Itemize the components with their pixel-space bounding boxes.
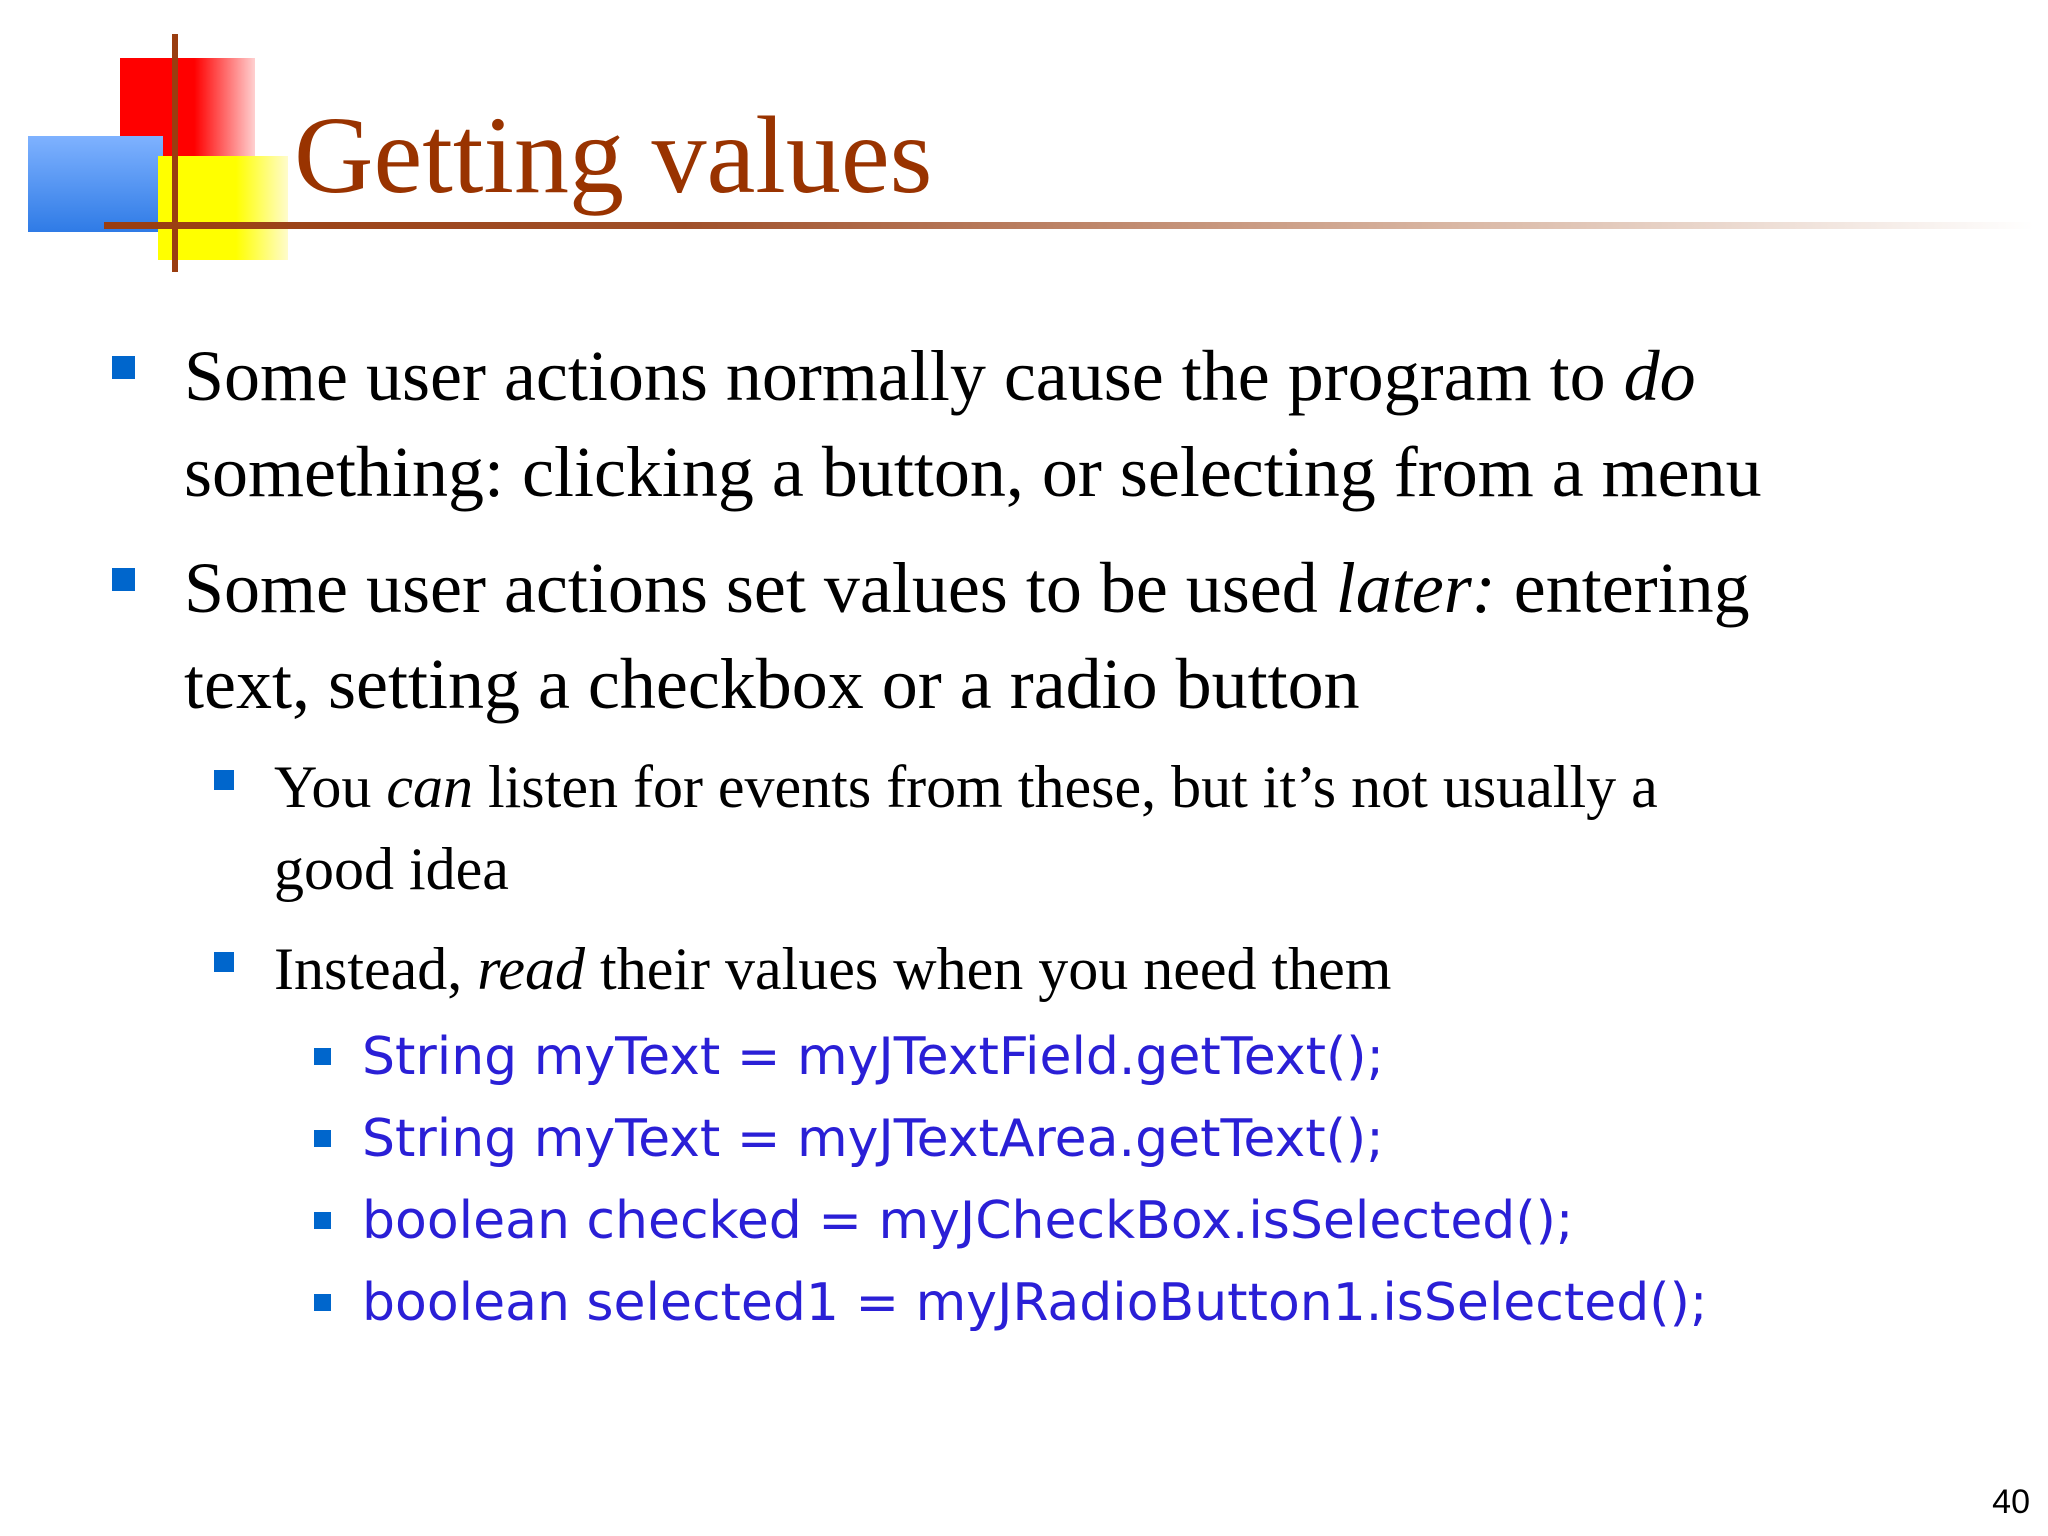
square-bullet-icon — [314, 1130, 331, 1147]
code-text: boolean selected1 = myJRadioButton1.isSelected(); — [362, 1273, 1708, 1333]
sub-bullet-text: Instead, — [274, 936, 478, 1002]
code-text: boolean checked = myJCheckBox.isSelected(); — [362, 1191, 1574, 1251]
square-bullet-icon — [214, 952, 234, 972]
page-number: 40 — [1992, 1483, 2030, 1521]
sub-bullet-text: You — [274, 754, 387, 820]
code-bullet-item — [362, 1016, 1962, 1098]
emphasis-text: later: — [1335, 548, 1496, 628]
square-bullet-icon — [314, 1048, 331, 1065]
decorative-ornament — [0, 0, 320, 280]
square-bullet-icon — [214, 770, 234, 790]
emphasis-text: read — [477, 936, 586, 1002]
code-text: String myText = myJTextField.getText(); — [362, 1027, 1385, 1087]
square-bullet-icon — [112, 356, 135, 379]
sub-bullet-text-continued: good idea — [274, 836, 509, 902]
code-bullet-item — [362, 1180, 1962, 1262]
slide-title: Getting values — [294, 94, 933, 216]
bullet-text: Some user actions set values to be used — [184, 548, 1336, 628]
bullet-text: entering — [1495, 548, 1750, 628]
code-text: String myText = myJTextArea.getText(); — [362, 1109, 1384, 1169]
sub-bullet-text: their values when you need them — [585, 936, 1392, 1002]
emphasis-text: can — [386, 754, 473, 820]
sub-bullet-text: listen for events from these, but it’s not usually a — [472, 754, 1658, 820]
square-bullet-icon — [314, 1294, 331, 1311]
bullet-item — [184, 328, 1984, 520]
bullet-text-continued: something: clicking a button, or selecting from a menu — [184, 432, 1762, 512]
code-bullet-item — [362, 1262, 1962, 1344]
emphasis-text: do — [1623, 336, 1696, 416]
square-bullet-icon — [314, 1212, 331, 1229]
vertical-rule-decoration — [172, 34, 178, 272]
bullet-item — [184, 540, 1984, 732]
sub-bullet-item — [274, 928, 1954, 1010]
title-underline-rule — [104, 222, 2034, 229]
code-bullet-item — [362, 1098, 1962, 1180]
sub-bullet-item — [274, 746, 1954, 910]
square-bullet-icon — [112, 568, 135, 591]
bullet-text-continued: text, setting a checkbox or a radio button — [184, 644, 1360, 724]
blue-square-decoration — [28, 136, 163, 232]
bullet-text: Some user actions normally cause the program to — [184, 336, 1624, 416]
